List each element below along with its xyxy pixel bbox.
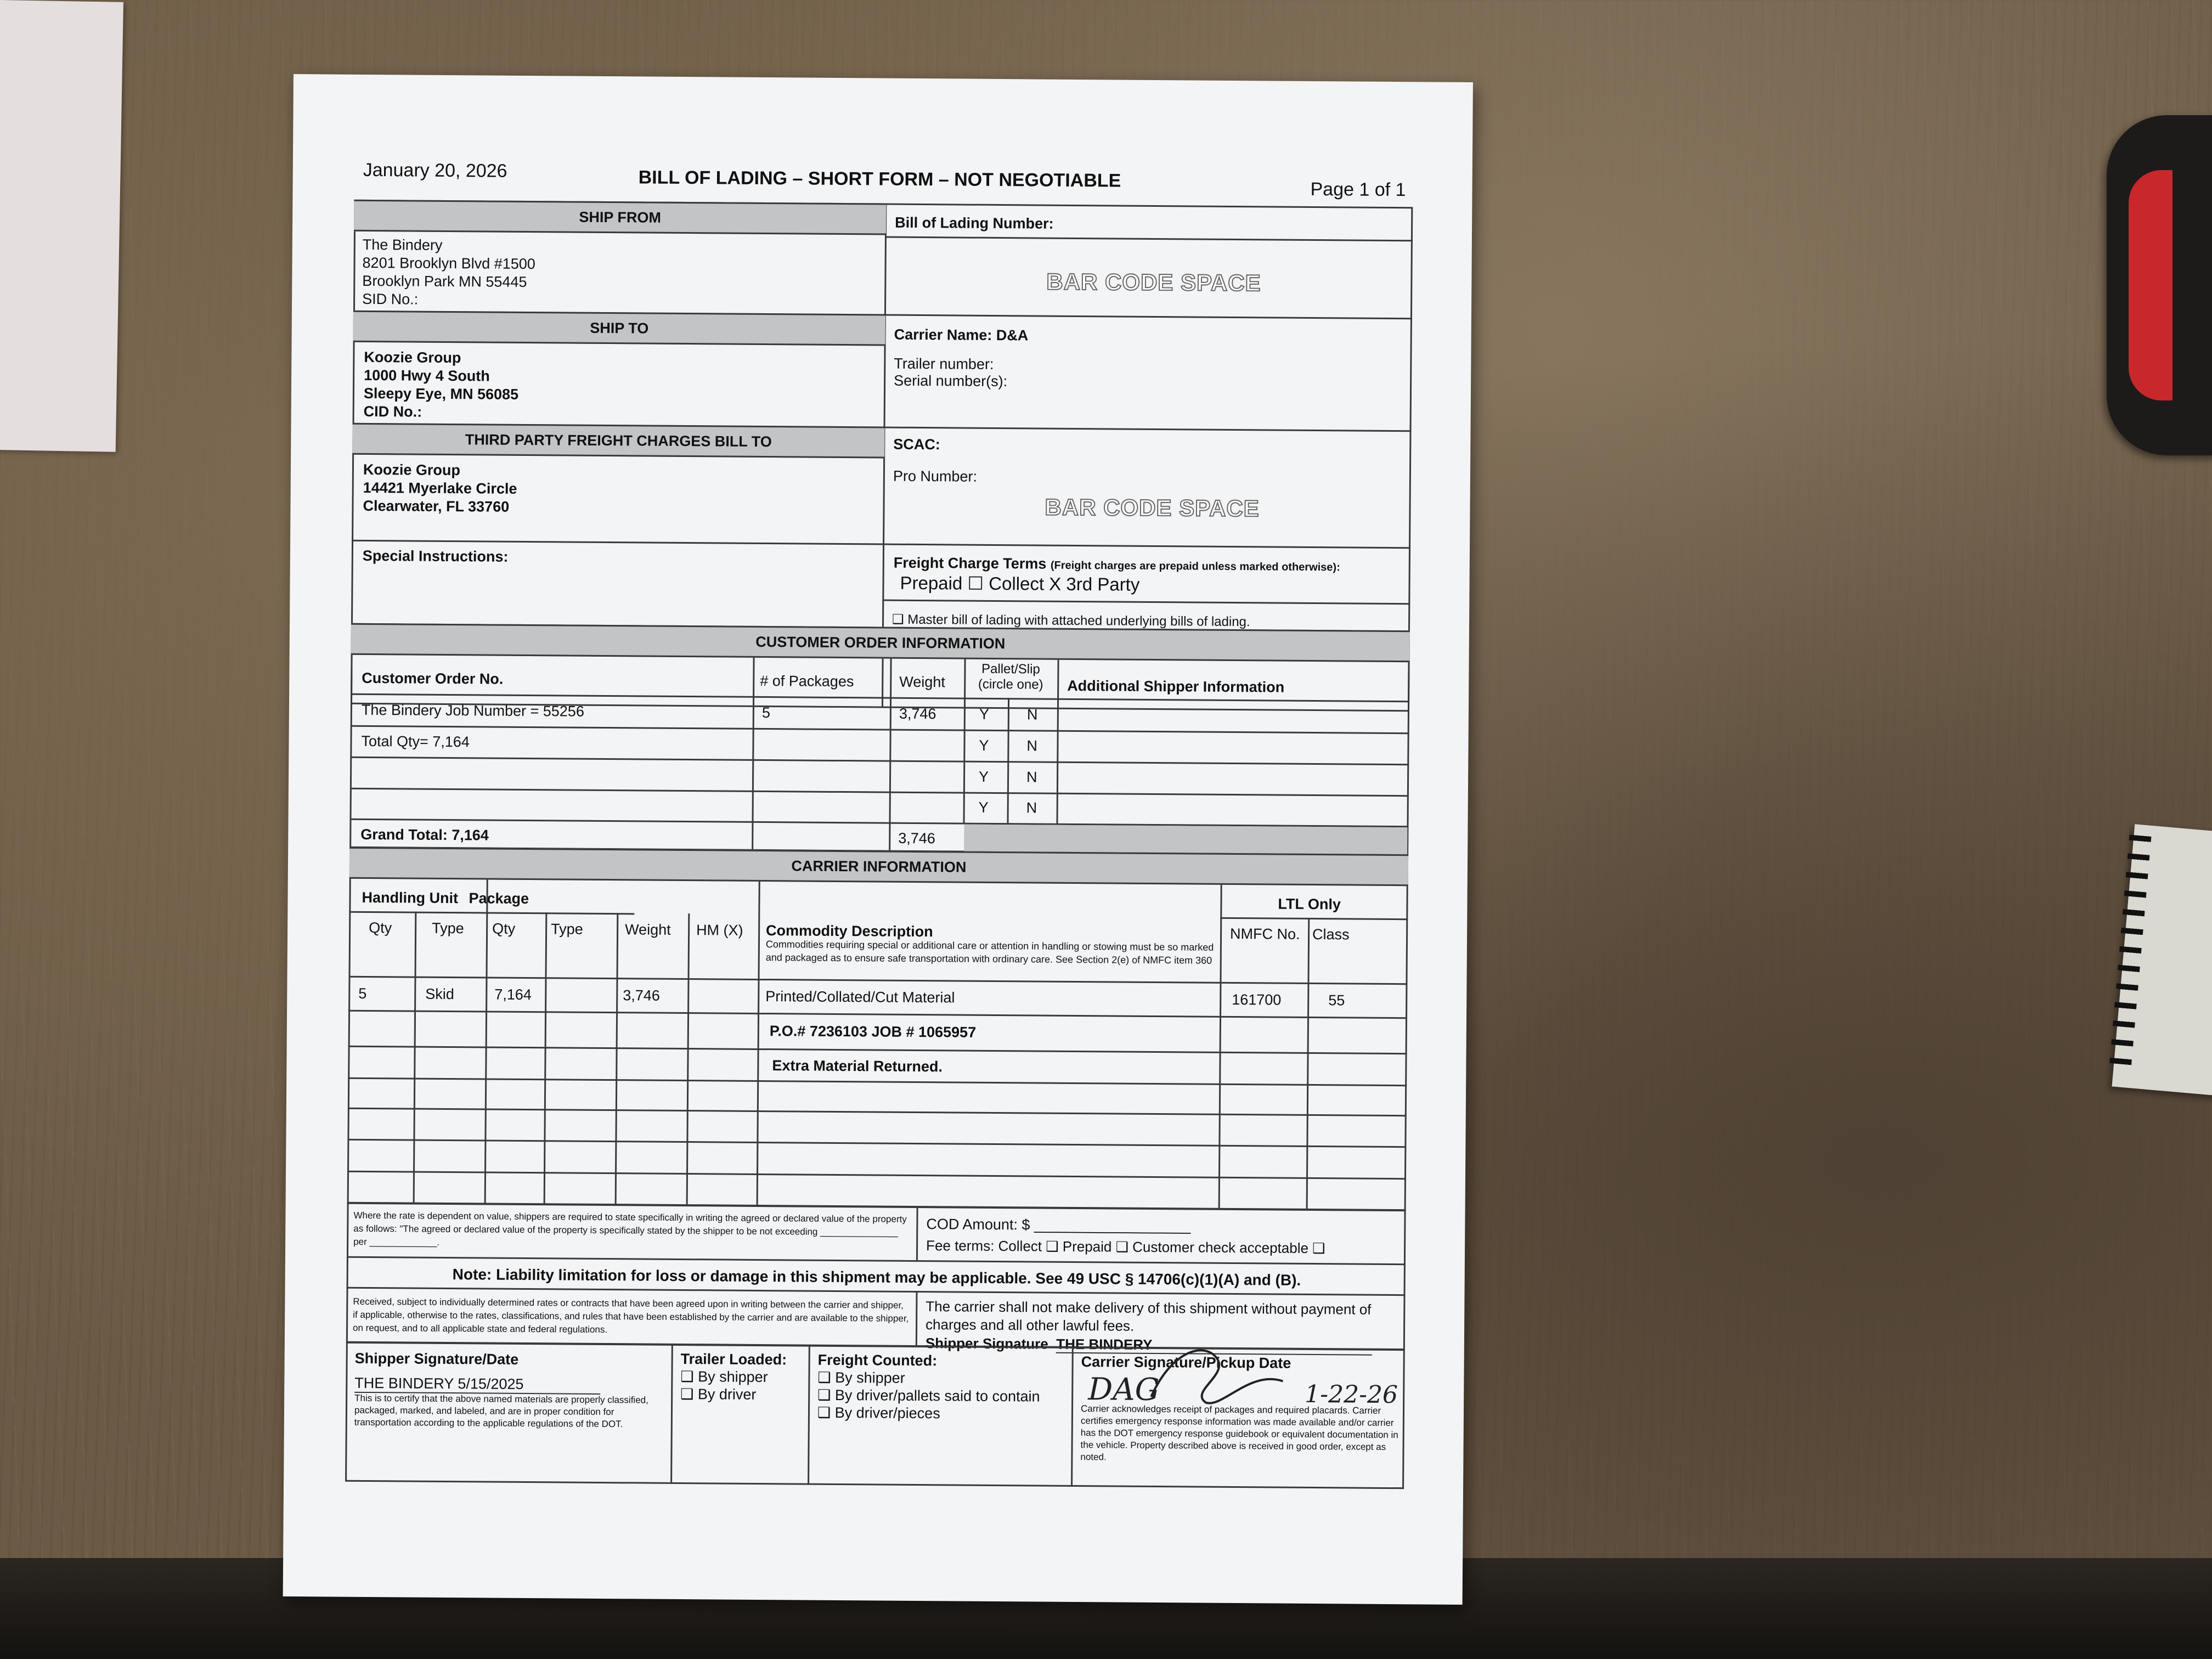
shipper-certify-text: This is to certify that the above named materials are properly classified, packaged, marked, and labeled, and are in proper condition for transportation according to the applicable regulations of the DOT.	[354, 1392, 648, 1430]
carrier-sig-label: Carrier Signature/Pickup Date	[1081, 1353, 1291, 1372]
freight-counted-label: Freight Counted:	[817, 1351, 938, 1369]
package-header: Package	[469, 890, 529, 907]
pallet-y: Y	[978, 768, 989, 785]
grand-total-label: Grand Total: 7,164	[360, 826, 489, 844]
carrier-name-value: D&A	[996, 326, 1029, 344]
fc-by-driver-pieces: ❑ By driver/pieces	[817, 1404, 940, 1422]
hm-header: HM (X)	[696, 922, 743, 939]
freight-terms-label: Freight Charge Terms (Freight charges are prepaid unless marked otherwise):	[893, 554, 1340, 574]
barcode-space-2: BAR CODE SPACE	[1045, 494, 1260, 522]
weight-header: Weight	[625, 921, 671, 938]
bill-of-lading-document	[283, 74, 1473, 1605]
ship-to-line4: CID No.:	[363, 403, 422, 420]
trailer-by-driver: ❑ By driver	[680, 1385, 757, 1403]
document-title: BILL OF LADING – SHORT FORM – NOT NEGOTIABLE	[638, 167, 1121, 191]
col-customer-order-no: Customer Order No.	[362, 669, 504, 687]
pallet-n: N	[1026, 706, 1038, 723]
spiral-notebook-object	[2112, 824, 2212, 1096]
carrier-info-header: CARRIER INFORMATION	[349, 847, 1408, 886]
pallet-n: N	[1026, 769, 1037, 786]
weight-cell: 3,746	[899, 705, 936, 723]
master-bol-checkbox: ❑ Master bill of lading with attached underlying bills of lading.	[891, 612, 1250, 630]
weight-cell: 3,746	[623, 987, 660, 1004]
ship-from-line3: Brooklyn Park MN 55445	[362, 272, 527, 290]
liability-note: Note: Liability limitation for loss or damage in this shipment may be applicable. See 49 USC § 14706(c)(1)(A) and (B).	[452, 1266, 1301, 1289]
fc-by-shipper: ❑ By shipper	[817, 1369, 905, 1386]
col-num-packages: # of Packages	[760, 672, 854, 690]
col-weight: Weight	[899, 673, 945, 691]
order-no-cell: Total Qty= 7,164	[361, 732, 470, 751]
class-cell: 55	[1328, 992, 1345, 1009]
shipper-signature-line: Shipper Signature THE BINDERY	[926, 1335, 1372, 1355]
freight-terms-options: Prepaid ☐ Collect X 3rd Party	[900, 572, 1140, 595]
cod-amount: COD Amount: $ ___________________	[926, 1216, 1191, 1234]
pkg-qty-header: Qty	[492, 920, 516, 937]
tape-measure-object	[2107, 115, 2212, 455]
pro-number-label: Pro Number:	[893, 467, 978, 485]
pallet-y: Y	[978, 799, 989, 816]
extra-material-line: Extra Material Returned.	[772, 1057, 943, 1075]
freight-terms-note: (Freight charges are prepaid unless marked otherwise):	[1050, 559, 1340, 574]
ship-to-line3: Sleepy Eye, MN 56085	[363, 385, 519, 403]
received-subject-text: Received, subject to individually determined rates or contracts that have been agreed upon in writing between the carrier and shipper, if applicable, otherwise to the rates, classifications, and rules that have been established by the carrier and are available to the shipper, on request, and to all applicable state and federal regulations.	[352, 1296, 909, 1335]
commodity-note: Commodities requiring special or additional care or attention in handling or stowing must be so marked and packaged as to ensure safe transportation with ordinary care. See Section 2(e) of NMFC item 360	[765, 939, 1214, 966]
carrier-pickup-date: 1-22-26	[1305, 1380, 1398, 1409]
grand-total-shaded	[964, 825, 1407, 855]
pkg-type-header: Type	[551, 921, 583, 938]
scac-label: SCAC:	[893, 436, 940, 453]
signature-scribble	[1140, 1336, 1305, 1414]
customer-order-header: CUSTOMER ORDER INFORMATION	[351, 623, 1410, 662]
carrier-signature-handwritten: DAG	[1088, 1372, 1160, 1408]
carrier-delivery-text: The carrier shall not make delivery of this shipment without payment of charges and all other lawful fees.	[926, 1298, 1372, 1334]
commodity-cell: Printed/Collated/Cut Material	[765, 988, 955, 1006]
trailer-loaded-label: Trailer Loaded:	[680, 1350, 787, 1368]
ship-to-header: SHIP TO	[353, 311, 885, 346]
serial-number-label: Serial number(s):	[894, 372, 1008, 390]
order-no-cell: The Bindery Job Number = 55256	[361, 701, 585, 720]
shipper-signature-value: THE BINDERY	[1056, 1336, 1372, 1356]
pallet-y: Y	[979, 737, 989, 754]
hu-qty-header: Qty	[369, 919, 392, 936]
ship-to-line1: Koozie Group	[364, 348, 461, 366]
shipper-sig-date-value: THE BINDERY 5/15/2025	[354, 1375, 600, 1395]
shipper-sig-date-label: Shipper Signature/Date	[354, 1350, 519, 1368]
trailer-by-shipper: ❑ By shipper	[680, 1368, 768, 1386]
fc-by-driver-pallets: ❑ By driver/pallets said to contain	[817, 1386, 1040, 1405]
barcode-space-1: BAR CODE SPACE	[1046, 268, 1261, 296]
nmfc-cell: 161700	[1232, 991, 1282, 1008]
handling-unit-header: Handling Unit	[362, 889, 459, 907]
ship-from-line1: The Bindery	[362, 236, 443, 253]
commodity-description-header: Commodity Description	[766, 922, 933, 940]
document-date: January 20, 2026	[363, 159, 507, 182]
pallet-n: N	[1026, 737, 1038, 754]
ship-from-line4: SID No.:	[362, 290, 419, 308]
carrier-ack-text: Carrier acknowledges receipt of packages and required placards. Carrier certifies emergency response information was made available and/or carrier has the DOT emergency response guidebook or equivalent documentation in the vehicle. Property described above is received in good order, except as noted.	[1080, 1403, 1398, 1463]
grand-total-weight: 3,746	[898, 830, 935, 847]
hu-type-header: Type	[432, 919, 464, 937]
ship-from-header: SHIP FROM	[354, 200, 886, 235]
ship-from-line2: 8201 Brooklyn Blvd #1500	[362, 254, 535, 273]
third-party-line1: Koozie Group	[363, 461, 461, 479]
carrier-name-label: Carrier Name: D&A	[894, 326, 1029, 344]
ship-to-line2: 1000 Hwy 4 South	[364, 366, 490, 385]
ltl-only-header: LTL Only	[1278, 895, 1341, 913]
pallet-n: N	[1026, 799, 1037, 816]
fee-terms: Fee terms: Collect ❑ Prepaid ❑ Customer check acceptable ❑	[926, 1237, 1325, 1257]
po-job-line: P.O.# 7236103 JOB # 1065957	[769, 1023, 977, 1041]
special-instructions-label: Special Instructions:	[362, 547, 509, 565]
trailer-number-label: Trailer number:	[894, 355, 994, 373]
col-pallet-slip: Pallet/Slip	[981, 661, 1040, 677]
packages-cell: 5	[761, 704, 771, 721]
third-party-line3: Clearwater, FL 33760	[363, 497, 510, 515]
class-header: Class	[1312, 926, 1350, 943]
background-paper-sheet	[0, 0, 123, 452]
page-number: Page 1 of 1	[1310, 178, 1406, 201]
third-party-header: THIRD PARTY FREIGHT CHARGES BILL TO	[352, 423, 884, 459]
nmfc-header: NMFC No.	[1229, 925, 1300, 943]
hu-qty-cell: 5	[358, 985, 367, 1002]
col-additional-shipper-info: Additional Shipper Information	[1067, 677, 1285, 696]
pallet-y: Y	[979, 706, 990, 723]
col-pallet-slip-sub: (circle one)	[978, 676, 1043, 692]
third-party-line2: 14421 Myerlake Circle	[363, 479, 517, 497]
pkg-qty-cell: 7,164	[494, 986, 532, 1003]
hu-type-cell: Skid	[425, 985, 454, 1003]
bol-number-label: Bill of Lading Number:	[895, 214, 1054, 232]
rate-dependent-text: Where the rate is dependent on value, shippers are required to state specifically in writing the agreed or declared value of the property as follows: "The agreed or declared value of the property is specifically stated by the shipper to be not exceeding _______________ per _____________.	[353, 1210, 907, 1248]
